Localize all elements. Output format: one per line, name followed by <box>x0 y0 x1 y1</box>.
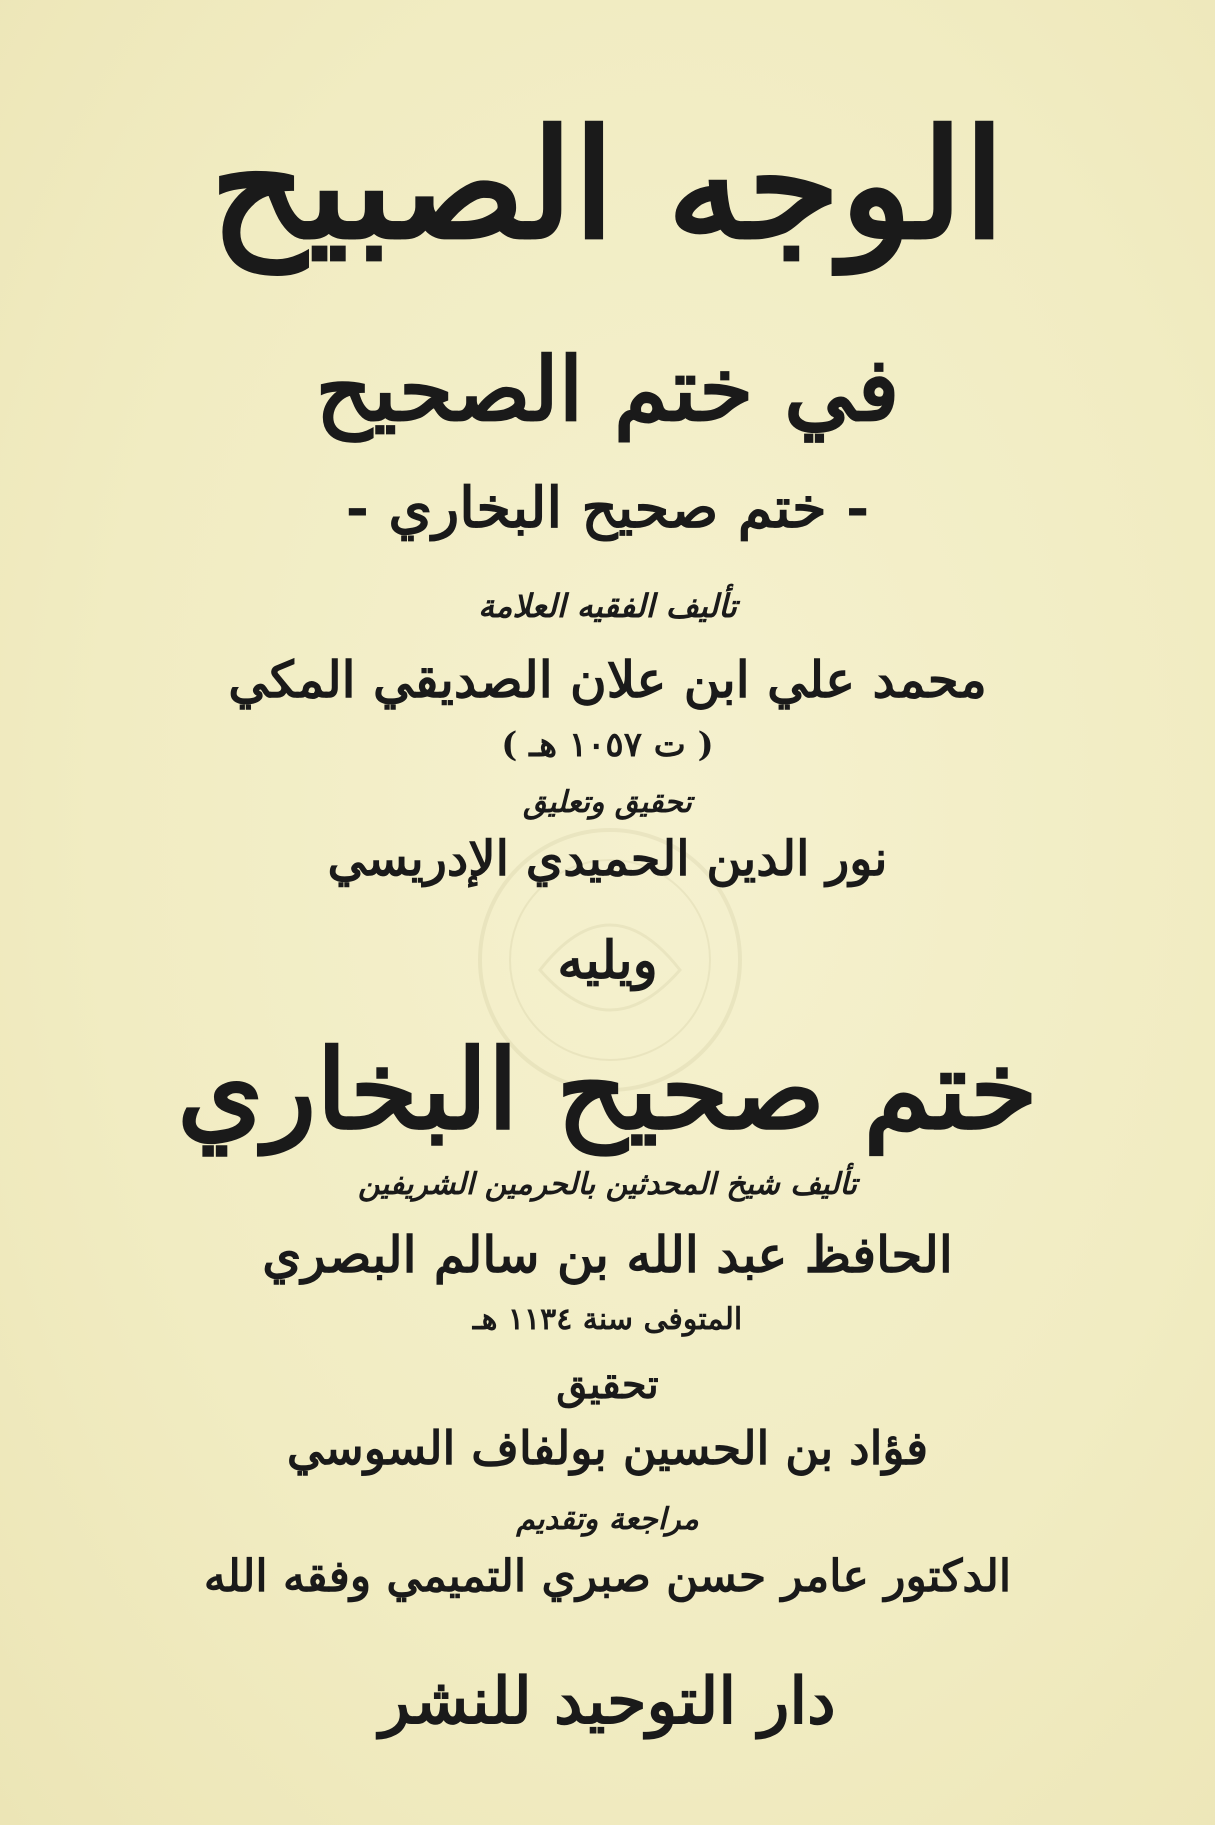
second-author-death-date: المتوفى سنة ١١٣٤ هـ <box>472 1302 743 1337</box>
reviewer-name: الدكتور عامر حسن صبري التميمي وفقه الله <box>203 1551 1012 1602</box>
author-label: تأليف الفقيه العلامة <box>478 587 737 625</box>
second-author-name: الحافظ عبد الله بن سالم البصري <box>262 1225 953 1284</box>
review-label: مراجعة وتقديم <box>516 1502 699 1537</box>
second-work-title: ختم صحيح البخاري <box>177 1025 1038 1154</box>
book-title: الوجه الصبيح <box>209 97 1006 273</box>
second-author-label: تأليف شيخ المحدثين بالحرمين الشريفين <box>358 1167 857 1202</box>
author-name: محمد علي ابن علان الصديقي المكي <box>228 650 987 709</box>
book-subtitle: في ختم الصحيح <box>315 337 900 441</box>
follows-label: ويليه <box>557 930 658 991</box>
second-editor-label: تحقيق <box>556 1361 659 1408</box>
editor-label: تحقيق وتعليق <box>523 785 692 820</box>
publisher-name: دار التوحيد للنشر <box>379 1664 836 1739</box>
editor-name: نور الدين الحميدي الإدريسي <box>327 831 888 887</box>
second-editor-name: فؤاد بن الحسين بولفاف السوسي <box>286 1421 929 1475</box>
book-subtitle-secondary: - ختم صحيح البخاري - <box>345 475 870 541</box>
author-death-date: ( ت ١٠٥٧ هـ ) <box>501 725 714 765</box>
